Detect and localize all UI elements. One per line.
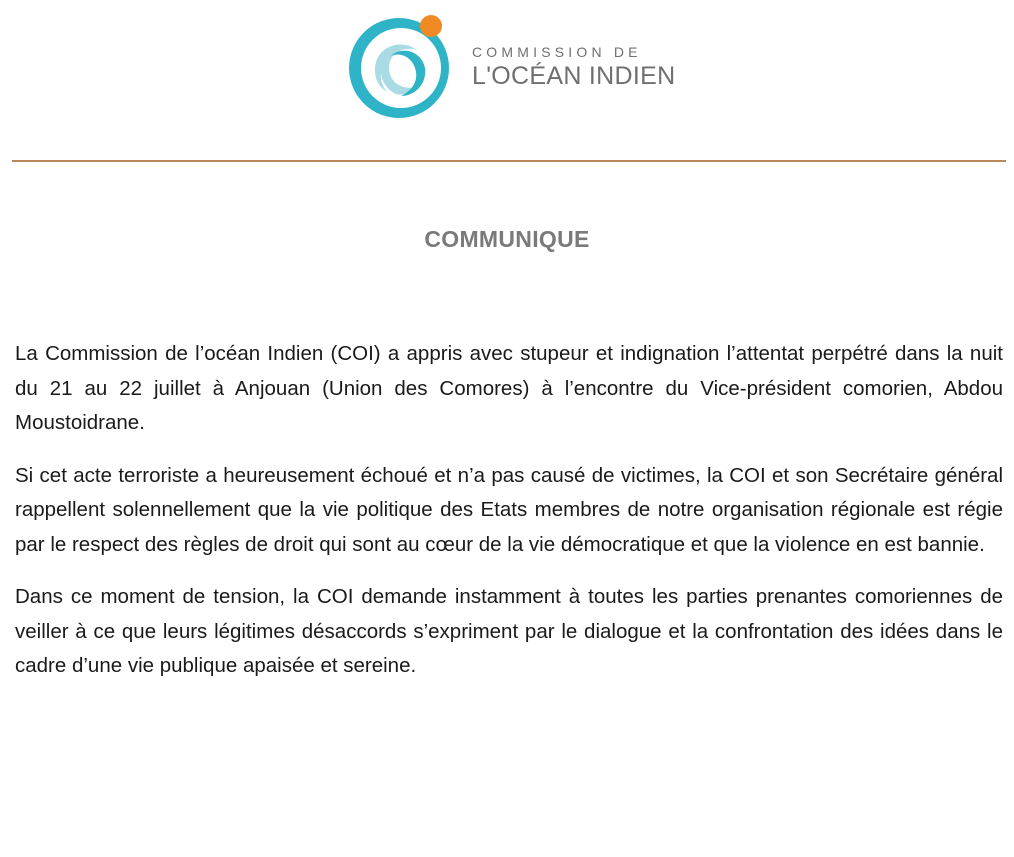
paragraph-2: Si cet acte terroriste a heureusement échoué et n’a pas causé de victimes, la COI et son Secrétaire général rappellent solennellement que la vie politique des Etats membres de notre organisation régionale est régie par le respect des règles de droit qui sont au cœur de la vie démocratique et que la violence en est bannie. <box>15 463 1003 556</box>
logo-line-1: COMMISSION DE <box>472 44 642 60</box>
coi-logo-icon <box>345 10 457 122</box>
document-body <box>15 337 1003 684</box>
logo-line-2: L'OCÉAN INDIEN <box>472 62 676 90</box>
paragraph-1: La Commission de l’océan Indien (COI) a appris avec stupeur et indignation l’attentat perpétré dans la nuit du 21 au 22 juillet à Anjouan (Union des Comores) à l’encontre du Vice-président comorien, Abdou Moustoidrane. <box>15 342 1003 434</box>
paragraph-3: Dans ce moment de tension, la COI demande instamment à toutes les parties prenantes comoriennes de veiller à ce que leurs légitimes désaccords s’expriment par le dialogue et la confrontation des idées dans le cadre d’une vie publique apaisée et sereine. <box>15 585 1003 677</box>
document-title: COMMUNIQUE <box>424 226 590 252</box>
letterhead <box>0 0 1014 160</box>
header-divider <box>12 160 1006 162</box>
logo-wordmark <box>472 44 675 90</box>
